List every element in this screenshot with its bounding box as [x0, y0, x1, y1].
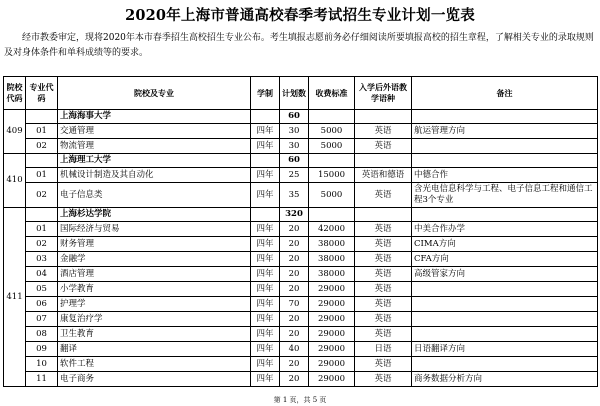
header-fee: 收费标准: [309, 77, 355, 110]
major-duration: 四年: [251, 342, 280, 357]
major-language: 英语: [355, 124, 412, 139]
major-duration: 四年: [251, 124, 280, 139]
major-code: 01: [26, 222, 58, 237]
school-plan: 320: [280, 208, 309, 222]
major-language: 日语: [355, 342, 412, 357]
major-code: 06: [26, 297, 58, 312]
major-plan: 20: [280, 237, 309, 252]
major-fee: 38000: [309, 237, 355, 252]
major-plan: 25: [280, 168, 309, 183]
page-title: 2020年上海市普通高校春季考试招生专业计划一览表: [125, 7, 475, 24]
major-code: 02: [26, 139, 58, 154]
major-plan: 40: [280, 342, 309, 357]
table-row: [4, 282, 598, 297]
table-row: [4, 357, 598, 372]
table-row: [4, 168, 598, 183]
major-fee: 29000: [309, 342, 355, 357]
major-language: 英语: [355, 372, 412, 387]
major-name: 护理学: [58, 297, 251, 312]
major-duration: 四年: [251, 312, 280, 327]
major-plan: 20: [280, 282, 309, 297]
major-language: 英语: [355, 139, 412, 154]
major-notes: 中美合作办学: [412, 222, 598, 237]
major-name: 财务管理: [58, 237, 251, 252]
major-duration: 四年: [251, 297, 280, 312]
major-notes: [412, 297, 598, 312]
major-code: 09: [26, 342, 58, 357]
intro-paragraph: 经市教委审定，现将2020年本市春季招生高校招生专业公布。考生填报志愿前务必仔细阅读所要填报高校的招生章程，了解相关专业的录取规则及对身体条件和单科成绩等的要求。: [4, 33, 594, 58]
major-code: 03: [26, 252, 58, 267]
table-row: [4, 327, 598, 342]
major-plan: 20: [280, 372, 309, 387]
major-fee: 38000: [309, 252, 355, 267]
major-language: 英语: [355, 237, 412, 252]
school-code: 410: [4, 154, 26, 208]
table-row: [4, 267, 598, 282]
major-notes: [412, 327, 598, 342]
major-plan: 20: [280, 357, 309, 372]
major-name: 电子商务: [58, 372, 251, 387]
header-school-code: 院校代码: [4, 77, 26, 110]
school-row: [4, 110, 598, 124]
major-notes: CFA方向: [412, 252, 598, 267]
major-duration: 四年: [251, 237, 280, 252]
major-code: 07: [26, 312, 58, 327]
school-plan: 60: [280, 154, 309, 168]
major-code: 11: [26, 372, 58, 387]
header-notes: 备注: [412, 77, 598, 110]
table-row: [4, 372, 598, 387]
major-fee: 5000: [309, 183, 355, 208]
major-notes: [412, 139, 598, 154]
major-plan: 30: [280, 139, 309, 154]
plan-table: [3, 76, 598, 387]
school-code: 409: [4, 110, 26, 154]
major-code: 01: [26, 168, 58, 183]
major-plan: 20: [280, 327, 309, 342]
major-notes: 高级管家方向: [412, 267, 598, 282]
header-language: 入学后外语教学语种: [355, 77, 412, 110]
major-fee: 29000: [309, 282, 355, 297]
school-row: [4, 208, 598, 222]
major-duration: 四年: [251, 168, 280, 183]
major-plan: 30: [280, 124, 309, 139]
school-name: 上海理工大学: [58, 154, 251, 168]
table-row: [4, 297, 598, 312]
header-school-major: 院校及专业: [58, 77, 251, 110]
major-notes: 中德合作: [412, 168, 598, 183]
major-fee: 29000: [309, 357, 355, 372]
major-duration: 四年: [251, 282, 280, 297]
table-row: [4, 183, 598, 208]
major-code: 10: [26, 357, 58, 372]
major-fee: 29000: [309, 297, 355, 312]
major-fee: 29000: [309, 327, 355, 342]
major-language: 英语: [355, 183, 412, 208]
major-code: 04: [26, 267, 58, 282]
major-language: 英语: [355, 327, 412, 342]
major-plan: 20: [280, 222, 309, 237]
major-code: 02: [26, 183, 58, 208]
major-duration: 四年: [251, 139, 280, 154]
major-name: 酒店管理: [58, 267, 251, 282]
major-notes: 含光电信息科学与工程、电子信息工程和通信工程3个专业: [412, 183, 598, 208]
major-notes: CIMA方向: [412, 237, 598, 252]
major-notes: [412, 282, 598, 297]
major-code: 01: [26, 124, 58, 139]
major-name: 交通管理: [58, 124, 251, 139]
major-duration: 四年: [251, 327, 280, 342]
header-plan: 计划数: [280, 77, 309, 110]
table-row: [4, 124, 598, 139]
school-row: [4, 154, 598, 168]
school-name: 上海杉达学院: [58, 208, 251, 222]
major-fee: 29000: [309, 372, 355, 387]
major-language: 英语和德语: [355, 168, 412, 183]
major-name: 卫生教育: [58, 327, 251, 342]
major-code: 08: [26, 327, 58, 342]
major-duration: 四年: [251, 357, 280, 372]
major-fee: 42000: [309, 222, 355, 237]
major-language: 英语: [355, 312, 412, 327]
major-fee: 38000: [309, 267, 355, 282]
major-code: 05: [26, 282, 58, 297]
major-name: 翻译: [58, 342, 251, 357]
major-duration: 四年: [251, 222, 280, 237]
major-name: 物流管理: [58, 139, 251, 154]
major-plan: 20: [280, 267, 309, 282]
major-code: 02: [26, 237, 58, 252]
major-name: 软件工程: [58, 357, 251, 372]
major-name: 金融学: [58, 252, 251, 267]
major-notes: 日语翻译方向: [412, 342, 598, 357]
major-language: 英语: [355, 252, 412, 267]
major-notes: 航运管理方向: [412, 124, 598, 139]
table-row: [4, 237, 598, 252]
major-notes: [412, 357, 598, 372]
table-row: [4, 252, 598, 267]
major-fee: 29000: [309, 312, 355, 327]
major-name: 小学教育: [58, 282, 251, 297]
major-name: 康复治疗学: [58, 312, 251, 327]
major-name: 国际经济与贸易: [58, 222, 251, 237]
major-duration: 四年: [251, 372, 280, 387]
major-plan: 20: [280, 312, 309, 327]
major-name: 机械设计制造及其自动化: [58, 168, 251, 183]
major-language: 英语: [355, 357, 412, 372]
table-row: [4, 312, 598, 327]
major-name: 电子信息类: [58, 183, 251, 208]
major-duration: 四年: [251, 267, 280, 282]
major-plan: 20: [280, 252, 309, 267]
major-language: 英语: [355, 297, 412, 312]
table-row: [4, 342, 598, 357]
header-row: [4, 77, 598, 110]
table-row: [4, 139, 598, 154]
major-language: 英语: [355, 222, 412, 237]
header-duration: 学制: [251, 77, 280, 110]
major-fee: 15000: [309, 168, 355, 183]
major-fee: 5000: [309, 124, 355, 139]
table-row: [4, 222, 598, 237]
major-language: 英语: [355, 267, 412, 282]
major-notes: 商务数据分析方向: [412, 372, 598, 387]
major-plan: 35: [280, 183, 309, 208]
major-duration: 四年: [251, 183, 280, 208]
school-plan: 60: [280, 110, 309, 124]
major-plan: 70: [280, 297, 309, 312]
school-name: 上海海事大学: [58, 110, 251, 124]
header-major-code: 专业代码: [26, 77, 58, 110]
major-duration: 四年: [251, 252, 280, 267]
page-footer: 第 1 页，共 5 页: [273, 396, 327, 404]
school-code: 411: [4, 208, 26, 387]
major-notes: [412, 312, 598, 327]
major-fee: 5000: [309, 139, 355, 154]
major-language: 英语: [355, 282, 412, 297]
